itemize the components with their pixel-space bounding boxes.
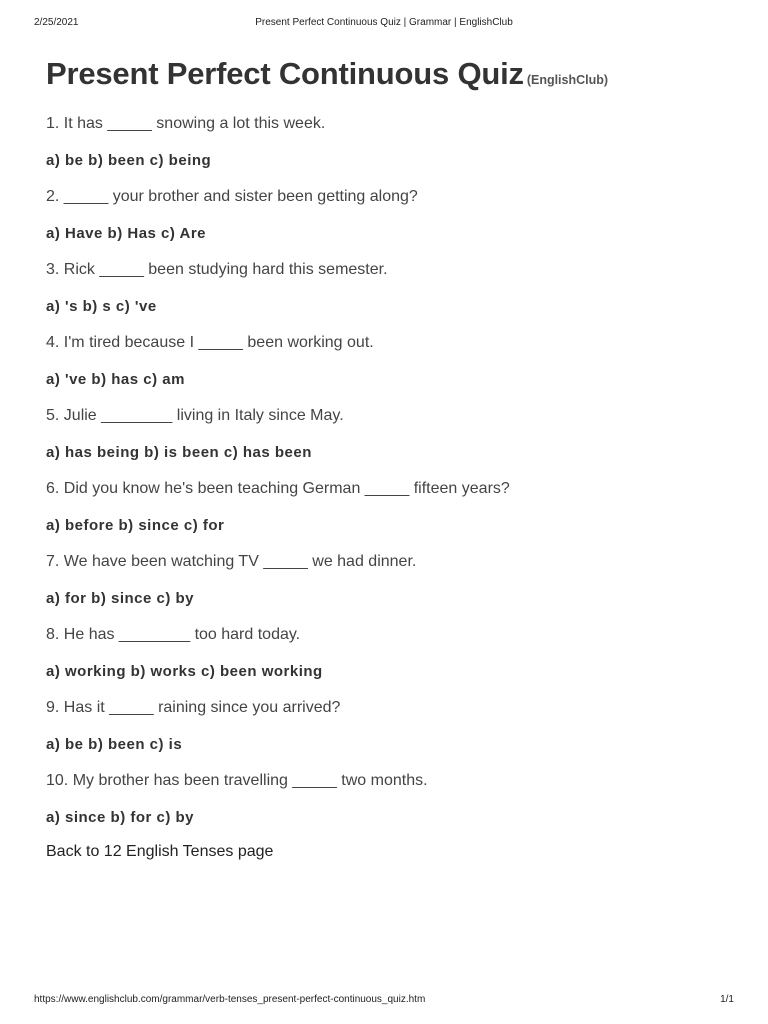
page-title-source: (EnglishClub) bbox=[526, 73, 609, 87]
quiz-list bbox=[46, 114, 736, 844]
quiz-question-2: 2. _____ your brother and sister been getting along? bbox=[46, 188, 418, 205]
print-footer-url: https://www.englishclub.com/grammar/verb-tenses_present-perfect-continuous_quiz.htm bbox=[34, 994, 426, 1005]
back-to-tenses-link[interactable]: Back to 12 English Tenses page bbox=[46, 843, 274, 860]
quiz-answers-9: a) be b) been c) is bbox=[46, 735, 183, 753]
print-header-title: Present Perfect Continuous Quiz | Grammar | EnglishClub bbox=[255, 17, 513, 28]
quiz-question-10: 10. My brother has been travelling _____ two months. bbox=[46, 772, 428, 789]
quiz-answers-8: a) working b) works c) been working bbox=[46, 662, 323, 680]
quiz-question-7: 7. We have been watching TV _____ we had dinner. bbox=[46, 553, 417, 570]
quiz-question-4: 4. I'm tired because I _____ been working out. bbox=[46, 334, 374, 351]
print-page-number: 1/1 bbox=[720, 994, 734, 1005]
quiz-question-1: 1. It has _____ snowing a lot this week. bbox=[46, 115, 326, 132]
page-title: Present Perfect Continuous Quiz bbox=[46, 56, 524, 91]
quiz-answers-6: a) before b) since c) for bbox=[46, 516, 225, 534]
quiz-answers-1: a) be b) been c) being bbox=[46, 151, 212, 169]
quiz-question-3: 3. Rick _____ been studying hard this semester. bbox=[46, 261, 388, 278]
quiz-question-6: 6. Did you know he's been teaching German _____ fifteen years? bbox=[46, 480, 510, 497]
quiz-question-8: 8. He has ________ too hard today. bbox=[46, 626, 301, 643]
page-title-row bbox=[46, 56, 608, 92]
quiz-answers-7: a) for b) since c) by bbox=[46, 589, 195, 607]
quiz-answers-3: a) 's b) s c) 've bbox=[46, 297, 157, 315]
quiz-answers-10: a) since b) for c) by bbox=[46, 808, 195, 826]
quiz-answers-5: a) has being b) is been c) has been bbox=[46, 443, 312, 461]
quiz-question-9: 9. Has it _____ raining since you arrived? bbox=[46, 699, 341, 716]
quiz-answers-4: a) 've b) has c) am bbox=[46, 370, 185, 388]
quiz-question-5: 5. Julie ________ living in Italy since May. bbox=[46, 407, 344, 424]
print-date: 2/25/2021 bbox=[34, 17, 79, 28]
quiz-answers-2: a) Have b) Has c) Are bbox=[46, 224, 207, 242]
